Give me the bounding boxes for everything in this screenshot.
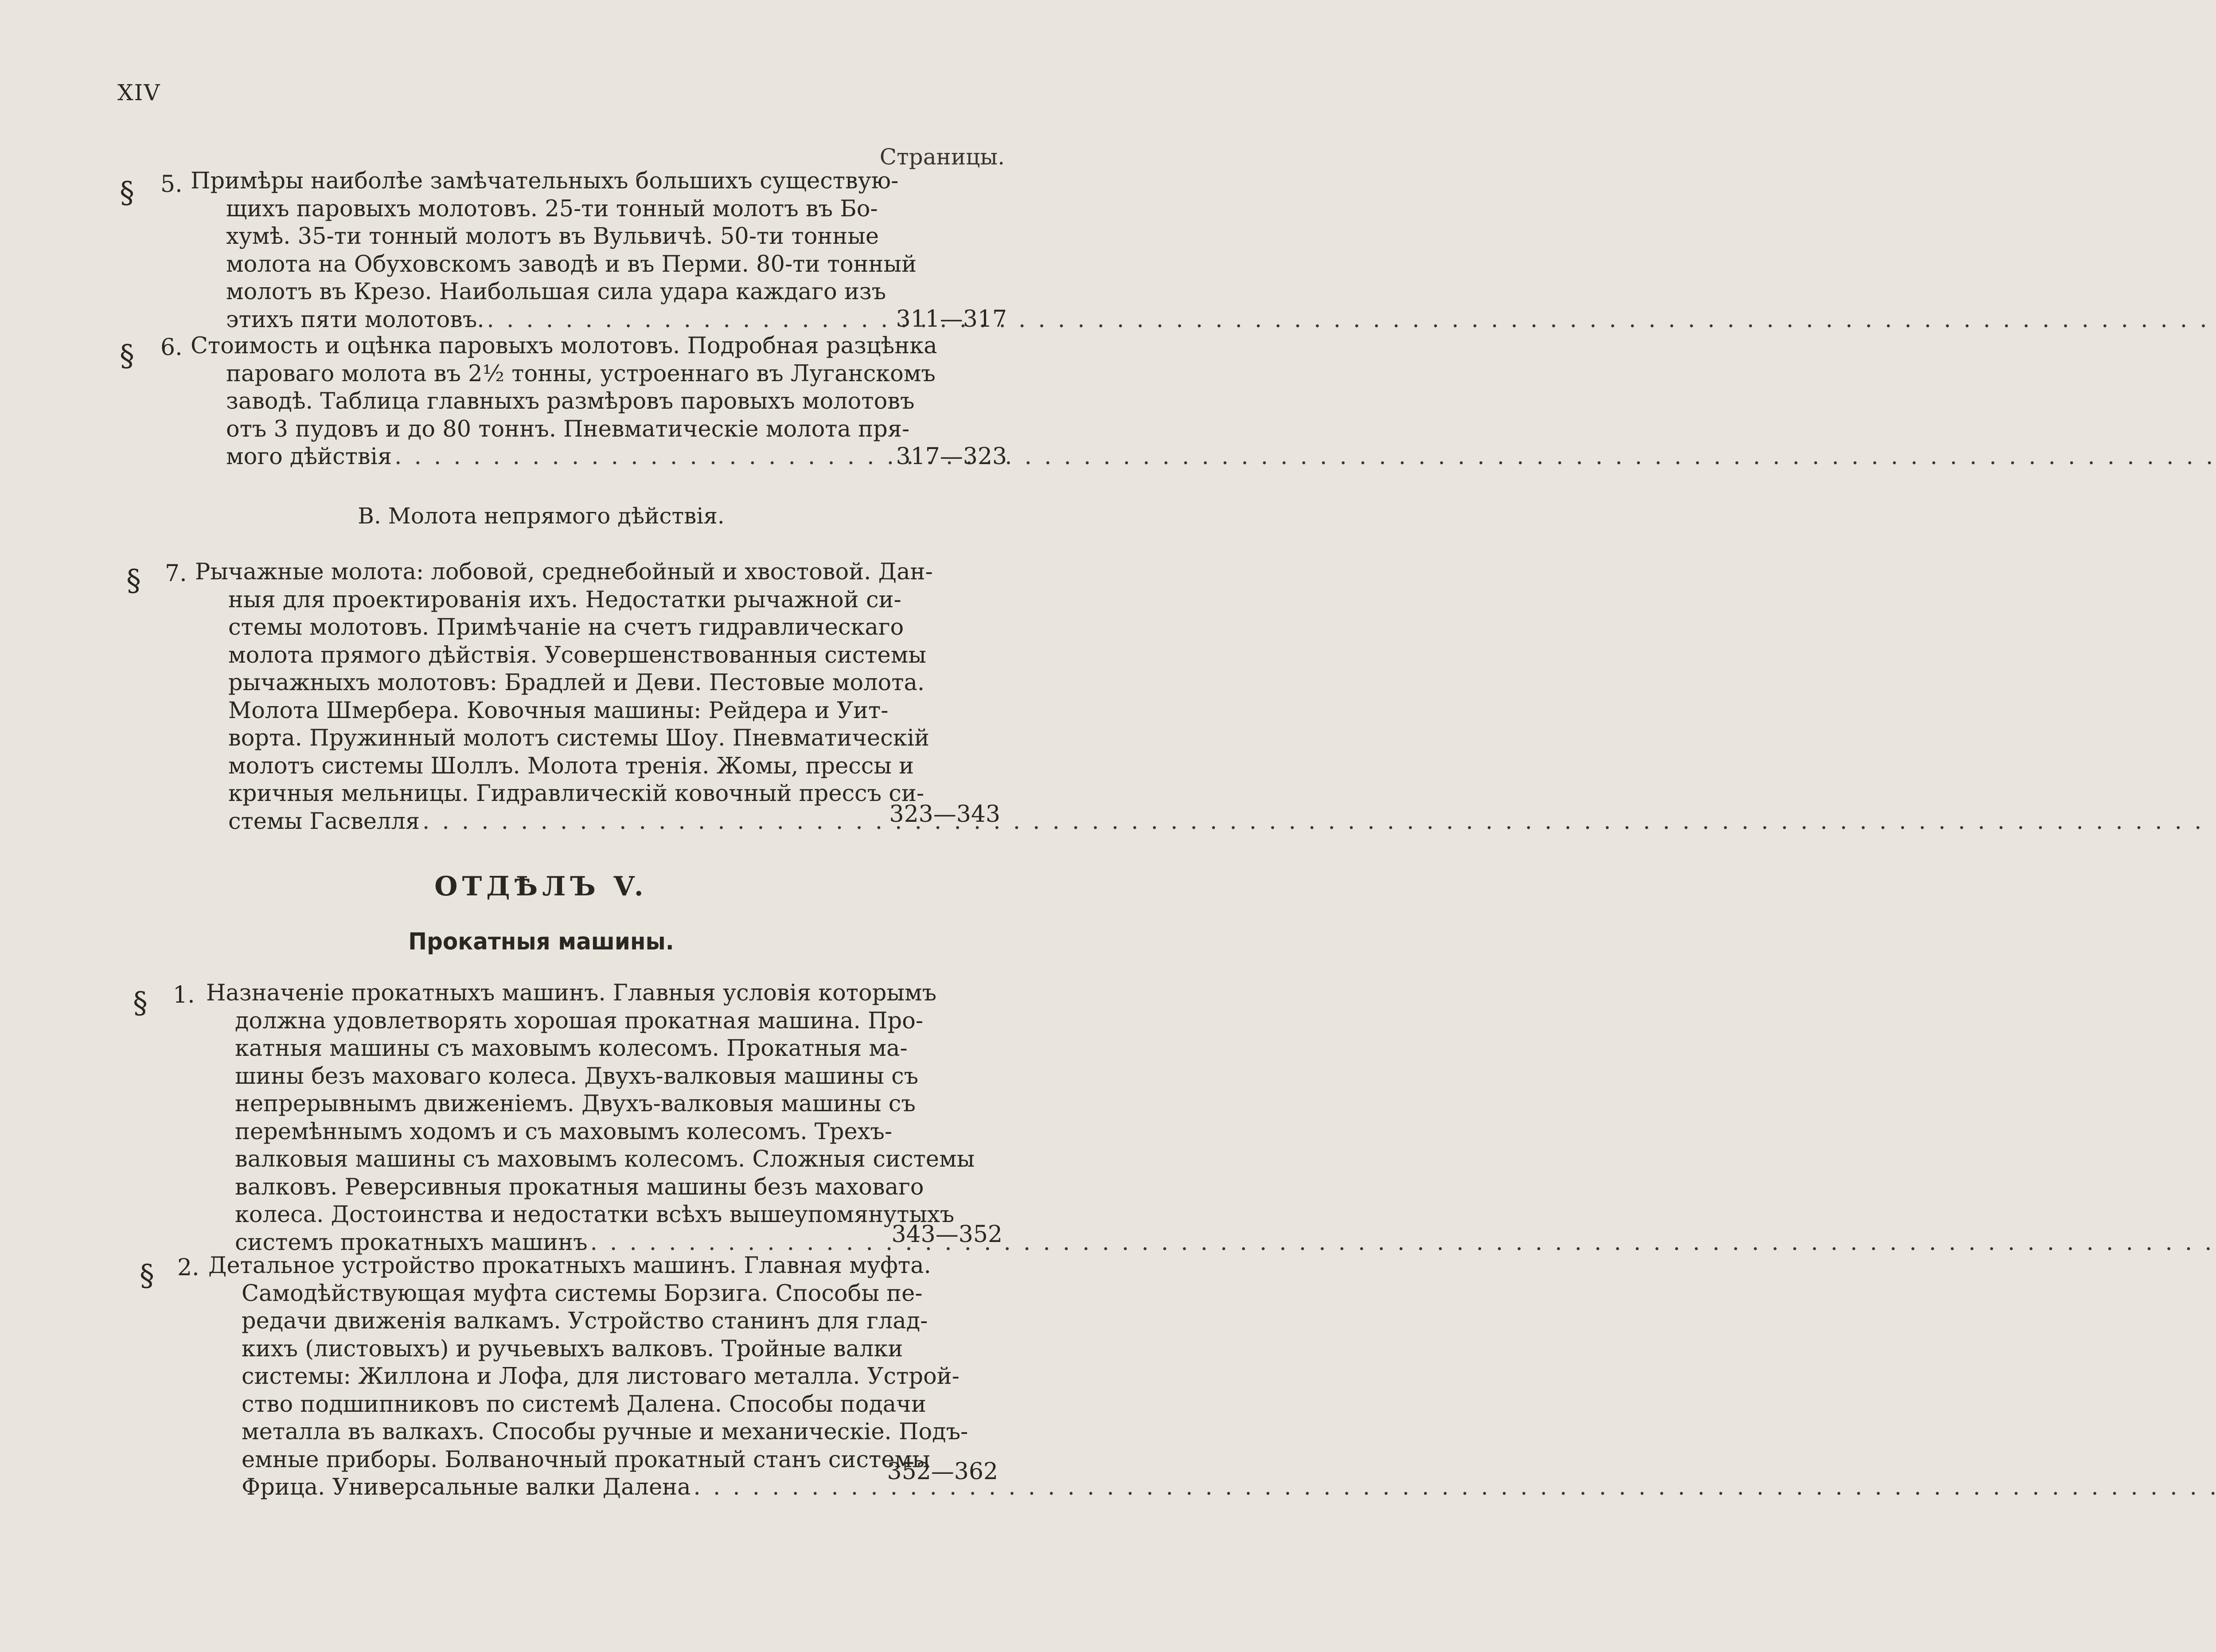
entry-number: 5. xyxy=(160,171,183,198)
text-line: молотъ въ Крезо. Наибольшая сила удара каждаго изъ xyxy=(226,279,886,305)
text-line: кричныя мельницы. Гидравлическій ковочный прессъ си- xyxy=(228,781,925,807)
text-line: ныя для проектированія ихъ. Недостатки рычажной си- xyxy=(228,586,901,613)
text-line: Самодѣйствующая муфта системы Борзига. Способы пе- xyxy=(242,1280,923,1307)
entry-number: 2. xyxy=(177,1254,199,1281)
page-range: 317—323 xyxy=(896,443,1007,470)
entry-number: 7. xyxy=(165,560,187,587)
text-line: молота на Обуховскомъ заводѣ и въ Перми. 80-ти тонный xyxy=(226,251,917,277)
page-range: 311—317 xyxy=(896,306,1007,332)
text-line: кихъ (листовыхъ) и ручьевыхъ валковъ. Тройные валки xyxy=(242,1336,903,1362)
text-line: отъ 3 пудовъ и до 80 тоннъ. Пневматическіе молота пря- xyxy=(226,416,910,442)
text-line: Стоимость и оцѣнка паровыхъ молотовъ. Подробная разцѣнка xyxy=(191,333,937,359)
section-title: ОТДѢЛЪ V. xyxy=(434,871,648,902)
entry-number: 1. xyxy=(173,982,195,1008)
text-line: катныя машины съ маховымъ колесомъ. Прокатныя ма- xyxy=(235,1035,908,1062)
text-line: молота прямого дѣйствія. Усовершенствованныя системы xyxy=(228,642,926,668)
entry-text xyxy=(191,168,917,334)
page-number: XIV xyxy=(117,80,161,105)
entry-text xyxy=(195,558,933,836)
last-line xyxy=(208,1474,871,1502)
text-line: колеса. Достоинства и недостатки всѣхъ вышеупомянутыхъ xyxy=(235,1202,955,1228)
text-line: должна удовлетворять хорошая прокатная машина. Про- xyxy=(235,1008,924,1034)
text-line: редачи движенія валкамъ. Устройство станинъ для глад- xyxy=(242,1308,928,1334)
text-line: молотъ системы Шоллъ. Молота тренія. Жомы, прессы и xyxy=(228,753,914,779)
dot-leaders xyxy=(422,808,2216,836)
entry-number: 6. xyxy=(160,334,183,361)
pages-column-header: Страницы. xyxy=(879,144,1005,170)
text-line: хумѣ. 35-ти тонный молотъ въ Вульвичѣ. 50-ти тонные xyxy=(226,223,879,250)
text-line: емные приборы. Болваночный прокатный станъ системы xyxy=(242,1446,930,1473)
last-line xyxy=(191,443,864,471)
entry-text xyxy=(191,332,937,471)
text-line: мого дѣйствія xyxy=(226,444,392,470)
page-range: 323—343 xyxy=(889,801,1000,828)
text-line: Рычажные молота: лобовой, среднебойный и хвостовой. Дан- xyxy=(195,559,933,585)
text-line: металла въ валкахъ. Способы ручные и механическіе. Подъ- xyxy=(242,1419,968,1445)
text-line: заводѣ. Таблица главныхъ размѣровъ паровыхъ молотовъ xyxy=(226,388,915,414)
text-line: шины безъ маховаго колеса. Двухъ-валковыя машины съ xyxy=(235,1063,919,1090)
text-line: валковыя машины съ маховымъ колесомъ. Сложныя системы xyxy=(235,1146,975,1172)
section-symbol: § xyxy=(133,986,148,1020)
dot-leaders xyxy=(487,306,2216,334)
dot-leaders xyxy=(394,443,2216,471)
text-line: пароваго молота въ 2½ тонны, устроеннаго въ Луганскомъ xyxy=(226,360,936,387)
text-line: системъ прокатныхъ машинъ xyxy=(235,1229,588,1256)
document-page xyxy=(0,0,1082,1652)
text-line: Молота Шмербера. Ковочныя машины: Рейдера и Уит- xyxy=(228,697,889,724)
section-symbol: § xyxy=(120,339,134,373)
page-range: 343—352 xyxy=(891,1221,1003,1248)
last-line xyxy=(195,808,866,836)
text-line: стемы Гасвелля xyxy=(228,808,420,835)
text-line: перемѣннымъ ходомъ и съ маховымъ колесомъ. Трехъ- xyxy=(235,1118,893,1145)
text-line: Назначеніе прокатныхъ машинъ. Главныя условія которымъ xyxy=(206,980,937,1006)
text-line: системы: Жиллона и Лофа, для листоваго металла. Устрой- xyxy=(242,1363,960,1390)
text-line: Фрица. Универсальные валки Далена xyxy=(242,1474,691,1500)
text-line: непрерывнымъ движеніемъ. Двухъ-валковыя машины съ xyxy=(235,1091,916,1117)
text-line: ство подшипниковъ по системѣ Далена. Способы подачи xyxy=(242,1391,926,1418)
text-line: ворта. Пружинный молотъ системы Шоу. Пневматическій xyxy=(228,725,929,751)
last-line xyxy=(191,306,864,334)
text-line: этихъ пяти молотовъ. xyxy=(226,306,484,333)
text-line: стемы молотовъ. Примѣчаніе на счетъ гидравлическаго xyxy=(228,614,904,640)
text-line: щихъ паровыхъ молотовъ. 25-ти тонный молотъ въ Бо- xyxy=(226,195,878,222)
section-symbol: § xyxy=(126,563,141,598)
section-subtitle: Прокатныя машины. xyxy=(408,928,674,955)
text-line: Детальное устройство прокатныхъ машинъ. Главная муфта. xyxy=(208,1253,931,1279)
text-line: Примѣры наиболѣе замѣчательныхъ большихъ существую- xyxy=(191,168,899,194)
page-range: 352—362 xyxy=(887,1458,998,1485)
section-symbol: § xyxy=(140,1258,154,1293)
text-line: рычажныхъ молотовъ: Брадлей и Деви. Пестовые молота. xyxy=(228,670,925,696)
text-line: валковъ. Реверсивныя прокатныя машины безъ маховаго xyxy=(235,1174,924,1200)
section-symbol: § xyxy=(120,176,134,210)
subheading-b: В. Молота непрямого дѣйствія. xyxy=(358,503,725,529)
